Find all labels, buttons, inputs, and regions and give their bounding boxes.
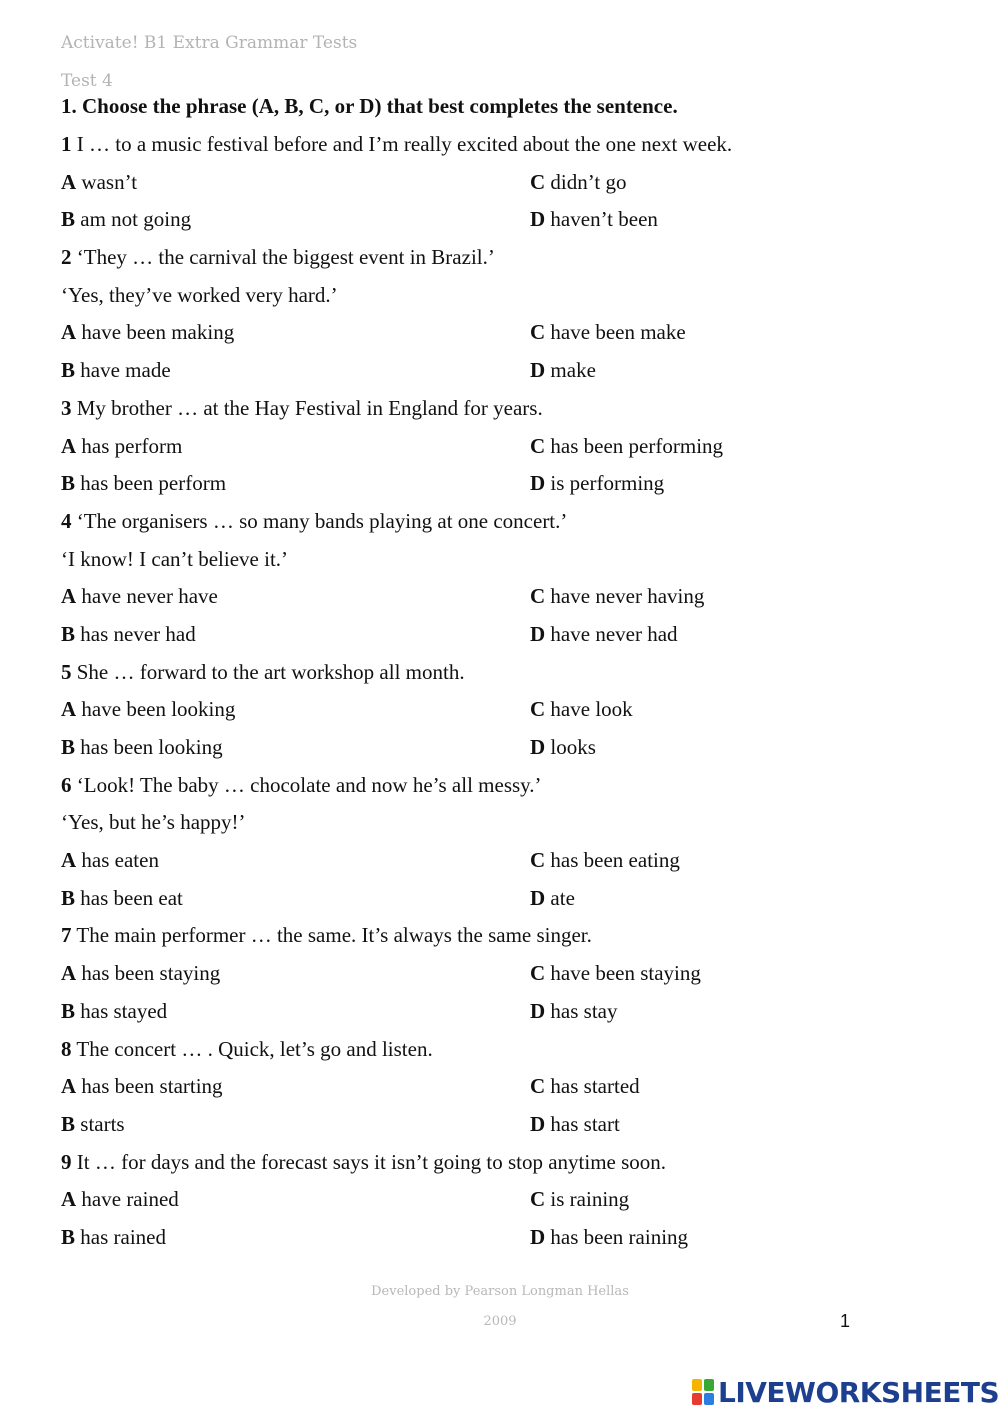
option-d[interactable]	[530, 732, 596, 762]
options-row	[61, 732, 941, 770]
option-text: has been performing	[550, 433, 724, 458]
option-b[interactable]	[61, 468, 226, 498]
question-9-line-1	[61, 1147, 941, 1185]
question-text: ‘They … the carnival the biggest event in Brazil.’	[76, 245, 495, 270]
question-text: She … forward to the art workshop all month.	[76, 659, 465, 684]
option-text: have been staying	[550, 961, 701, 986]
option-text: have never had	[550, 621, 678, 646]
option-letter: B	[61, 1111, 76, 1136]
option-c[interactable]	[530, 958, 701, 988]
question-text: ‘Yes, but he’s happy!’	[61, 810, 246, 835]
option-text: has been raining	[550, 1224, 689, 1249]
option-letter: D	[530, 621, 546, 646]
option-c[interactable]	[530, 845, 680, 875]
question-text: The main performer … the same. It’s always the same singer.	[76, 923, 592, 948]
option-text: have rained	[81, 1187, 179, 1212]
option-letter: C	[530, 584, 546, 609]
instruction-heading: 1. Choose the phrase (A, B, C, or D) that best completes the sentence.	[61, 94, 678, 118]
footer-year: 2009	[483, 1314, 517, 1329]
option-text: ate	[550, 885, 575, 910]
option-text: have made	[80, 358, 171, 383]
options-row	[61, 468, 941, 506]
question-6-line-1	[61, 770, 941, 808]
option-letter: B	[61, 358, 76, 383]
question-number: 4	[61, 508, 72, 533]
option-a[interactable]	[61, 431, 182, 461]
option-letter: B	[61, 735, 76, 759]
question-text: ‘Look! The baby … chocolate and now he’s all messy.’	[76, 772, 542, 797]
question-text: My brother … at the Hay Festival in England for years.	[76, 395, 543, 420]
options-row	[61, 1222, 941, 1260]
options-row	[61, 958, 941, 996]
option-text: has stayed	[80, 998, 168, 1023]
brand-name: LIVEWORKSHEETS	[718, 1375, 1000, 1409]
options-row	[61, 1071, 941, 1109]
option-text: starts	[80, 1111, 125, 1136]
option-text: haven’t been	[550, 207, 658, 232]
option-text: has been eat	[80, 885, 183, 910]
option-text: has never had	[80, 621, 196, 646]
option-d[interactable]	[530, 996, 618, 1026]
option-d[interactable]	[530, 468, 664, 498]
option-text: has rained	[80, 1224, 166, 1249]
question-6-line-2	[61, 807, 941, 845]
question-number: 1	[61, 132, 72, 156]
footer-developer: Developed by Pearson Longman Hellas	[371, 1284, 629, 1299]
option-letter: D	[530, 885, 546, 910]
option-text: make	[550, 358, 596, 383]
question-text: ‘Yes, they’ve worked very hard.’	[61, 282, 338, 307]
option-b[interactable]	[61, 1109, 125, 1139]
option-letter: A	[61, 848, 77, 873]
question-2-line-2	[61, 280, 941, 318]
option-text: has been looking	[80, 735, 223, 759]
option-d[interactable]	[530, 619, 678, 649]
options-row	[61, 581, 941, 619]
option-a[interactable]	[61, 581, 218, 611]
question-7-line-1	[61, 920, 941, 958]
question-4-line-2	[61, 544, 941, 582]
option-letter: C	[530, 169, 546, 194]
question-number: 6	[61, 772, 72, 797]
option-b[interactable]	[61, 619, 196, 649]
logo-square-2	[704, 1379, 714, 1391]
option-a[interactable]	[61, 845, 159, 875]
option-text: has been starting	[81, 1074, 223, 1099]
option-d[interactable]	[530, 1222, 688, 1252]
option-letter: B	[61, 207, 76, 232]
question-number: 5	[61, 659, 72, 684]
option-letter: B	[61, 998, 76, 1023]
option-b[interactable]	[61, 996, 167, 1026]
option-text: has perform	[81, 433, 183, 458]
option-text: looks	[550, 735, 596, 759]
option-text: has started	[550, 1074, 640, 1099]
logo-square-1	[692, 1379, 702, 1391]
option-c[interactable]	[530, 317, 686, 347]
option-letter: B	[61, 1224, 76, 1249]
liveworksheets-logo-icon	[692, 1379, 714, 1405]
option-letter: D	[530, 207, 546, 232]
option-d[interactable]	[530, 883, 575, 913]
option-letter: C	[530, 320, 546, 345]
option-d[interactable]	[530, 204, 658, 234]
options-row	[61, 431, 941, 469]
option-letter: A	[61, 584, 77, 609]
question-text: ‘I know! I can’t believe it.’	[61, 546, 289, 571]
question-8-line-1	[61, 1034, 941, 1072]
option-text: has been eating	[550, 848, 680, 873]
option-text: have been make	[550, 320, 686, 345]
logo-square-4	[704, 1393, 714, 1405]
option-d[interactable]	[530, 355, 596, 385]
question-text: ‘The organisers … so many bands playing at one concert.’	[76, 508, 568, 533]
logo-square-3	[692, 1393, 702, 1405]
options-row	[61, 1109, 941, 1147]
question-4-line-1	[61, 506, 941, 544]
options-row	[61, 1184, 941, 1222]
options-row	[61, 845, 941, 883]
option-c[interactable]	[530, 581, 704, 611]
liveworksheets-logo[interactable]	[692, 1374, 999, 1410]
option-letter: C	[530, 1074, 546, 1099]
option-c[interactable]	[530, 431, 723, 461]
option-text: is performing	[550, 471, 665, 496]
option-text: has stay	[550, 998, 618, 1023]
document-title: Activate! B1 Extra Grammar Tests	[61, 33, 358, 53]
option-b[interactable]	[61, 355, 171, 385]
option-letter: D	[530, 358, 546, 383]
question-list	[61, 129, 941, 1260]
option-d[interactable]	[530, 1109, 620, 1139]
option-a[interactable]	[61, 1184, 179, 1214]
option-b[interactable]	[61, 1222, 166, 1252]
question-text: It … for days and the forecast says it isn’t going to stop anytime soon.	[76, 1149, 667, 1174]
option-b[interactable]	[61, 883, 183, 913]
options-row	[61, 204, 941, 242]
question-number: 3	[61, 395, 72, 420]
option-letter: D	[530, 1111, 546, 1136]
option-c[interactable]	[530, 1184, 629, 1214]
option-b[interactable]	[61, 732, 223, 762]
option-letter: A	[61, 169, 77, 194]
option-letter: A	[61, 320, 77, 345]
option-letter: C	[530, 961, 546, 986]
option-letter: C	[530, 433, 546, 458]
option-letter: C	[530, 1187, 546, 1212]
option-letter: D	[530, 998, 546, 1023]
option-text: has been perform	[80, 471, 227, 496]
options-row	[61, 167, 941, 205]
option-letter: D	[530, 735, 546, 759]
option-text: have never having	[550, 584, 705, 609]
option-a[interactable]	[61, 317, 234, 347]
option-text: have look	[550, 697, 633, 722]
options-row	[61, 619, 941, 657]
option-c[interactable]	[530, 167, 626, 197]
options-row	[61, 996, 941, 1034]
option-a[interactable]	[61, 958, 220, 988]
option-letter: C	[530, 697, 546, 722]
option-letter: D	[530, 1224, 546, 1249]
option-text: have been making	[81, 320, 235, 345]
test-label: Test 4	[61, 71, 113, 91]
options-row	[61, 317, 941, 355]
option-a[interactable]	[61, 167, 137, 197]
option-text: didn’t go	[550, 169, 627, 194]
option-letter: D	[530, 471, 546, 496]
option-text: have been looking	[81, 697, 236, 722]
question-text: I … to a music festival before and I’m really excited about the one next week.	[76, 132, 733, 156]
option-text: has eaten	[81, 848, 159, 873]
option-a[interactable]	[61, 1071, 223, 1101]
option-text: wasn’t	[81, 169, 138, 194]
options-row	[61, 355, 941, 393]
question-1-line-1	[61, 129, 941, 167]
option-text: has been staying	[81, 961, 221, 986]
page-number: 1	[840, 1311, 851, 1331]
option-a[interactable]	[61, 694, 235, 724]
option-letter: A	[61, 1187, 77, 1212]
question-number: 8	[61, 1036, 72, 1061]
option-letter: A	[61, 961, 77, 986]
option-letter: B	[61, 885, 76, 910]
option-letter: B	[61, 621, 76, 646]
option-letter: A	[61, 697, 77, 722]
question-text: The concert … . Quick, let’s go and listen.	[76, 1036, 433, 1061]
question-number: 2	[61, 245, 72, 270]
question-3-line-1	[61, 393, 941, 431]
option-letter: C	[530, 848, 546, 873]
question-2-line-1	[61, 242, 941, 280]
question-number: 9	[61, 1149, 72, 1174]
option-text: have never have	[81, 584, 218, 609]
options-row	[61, 694, 941, 732]
option-c[interactable]	[530, 1071, 640, 1101]
question-number: 7	[61, 923, 72, 948]
question-5-line-1	[61, 657, 941, 695]
option-letter: A	[61, 433, 77, 458]
option-c[interactable]	[530, 694, 633, 724]
option-letter: A	[61, 1074, 77, 1099]
options-row	[61, 883, 941, 921]
option-b[interactable]	[61, 204, 191, 234]
option-text: am not going	[80, 207, 192, 232]
option-text: has start	[550, 1111, 620, 1136]
option-letter: B	[61, 471, 76, 496]
option-text: is raining	[550, 1187, 630, 1212]
